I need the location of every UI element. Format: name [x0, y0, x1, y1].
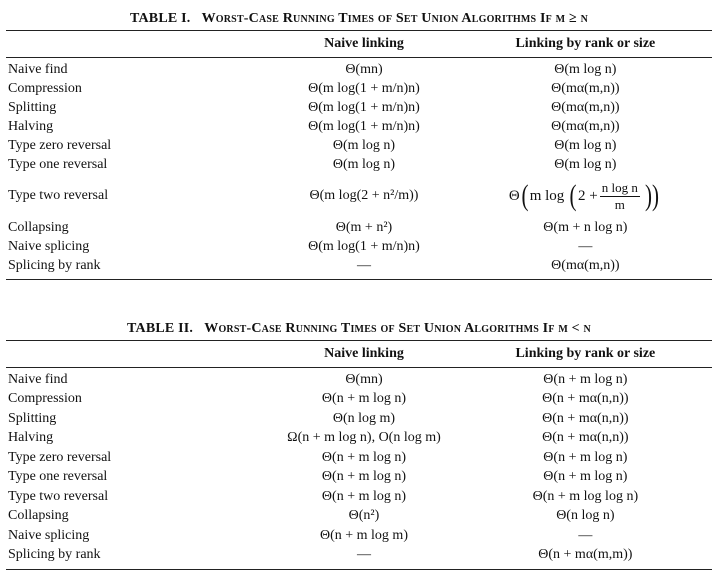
- cell-rank: Θ(n + m log log n): [532, 488, 639, 504]
- table-2-caption: [6, 318, 712, 340]
- row-label: Naive splicing: [8, 527, 90, 543]
- cell-rank: Θ(n + mα(n,n)): [542, 410, 629, 426]
- table-row: [6, 60, 712, 79]
- table-row: [6, 390, 712, 410]
- cell-naive: Θ(m log(1 + m/n)n): [308, 99, 420, 115]
- cell-rank: Θ(mα(m,n)): [551, 99, 620, 115]
- row-label: Naive splicing: [8, 238, 90, 254]
- cell-naive: Θ(n²): [348, 508, 380, 524]
- cell-rank: Θ(n + m log n): [543, 469, 628, 485]
- cell-naive: Θ(n + m log n): [321, 469, 407, 485]
- formula-inner: m log: [529, 187, 565, 204]
- cell-rank: Θ(m + n log n): [543, 219, 628, 235]
- table-row: [6, 507, 712, 527]
- table-row: [6, 526, 712, 546]
- cell-naive: Θ(n + m log n): [321, 391, 407, 407]
- table-1-title: Worst-Case Running Times of Set Union Algorithms If m ≥ n: [201, 11, 589, 26]
- table-row: [6, 546, 712, 566]
- table-2-header-row: [6, 341, 712, 367]
- table-row: [6, 487, 712, 507]
- table-row: [6, 429, 712, 449]
- row-label: Naive find: [8, 371, 68, 387]
- cell-rank: Θ(n + m log n): [543, 449, 628, 465]
- row-label: Type one reversal: [8, 469, 108, 485]
- table-row: [6, 98, 712, 117]
- table-1-bottom-rule: [6, 279, 712, 280]
- table-2: [6, 318, 712, 570]
- table-row: [6, 155, 712, 174]
- fraction-denominator: m: [614, 196, 625, 212]
- cell-rank: —: [578, 238, 593, 254]
- cell-naive: Θ(m log(1 + m/n)n): [308, 80, 420, 96]
- table-1: [6, 8, 712, 280]
- row-label: Naive find: [8, 61, 68, 77]
- table-1-header-row: [6, 31, 712, 57]
- cell-rank: Θ(m log n): [554, 156, 617, 172]
- row-label: Splicing by rank: [8, 257, 101, 273]
- table-row: [6, 448, 712, 468]
- table-row: [6, 79, 712, 98]
- table-row: [6, 237, 712, 256]
- row-label: Type two reversal: [8, 188, 109, 203]
- formula-fraction: [600, 180, 640, 213]
- cell-naive: Θ(m log n): [332, 137, 396, 153]
- cell-naive: Θ(m + n²): [335, 219, 393, 235]
- table-1-header-rule: [6, 57, 712, 58]
- cell-naive: Θ(mn): [345, 61, 383, 77]
- row-label: Type zero reversal: [8, 137, 112, 153]
- row-label: Compression: [8, 391, 82, 407]
- table-row: [6, 117, 712, 136]
- cell-rank: Θ(mα(m,n)): [551, 118, 620, 134]
- table-row: [6, 218, 712, 237]
- table-row: [6, 468, 712, 488]
- row-label: Halving: [8, 430, 54, 446]
- row-label: Splitting: [8, 99, 57, 115]
- cell-naive: Θ(n + m log m): [319, 527, 408, 543]
- row-label: Compression: [8, 80, 82, 96]
- cell-rank: Θ(n log n): [556, 508, 615, 524]
- cell-naive: —: [356, 547, 371, 563]
- cell-rank: Θ(n + m log n): [543, 371, 628, 387]
- table-2-number: TABLE II.: [127, 321, 194, 336]
- cell-rank: Θ(m log n): [554, 61, 617, 77]
- cell-naive: Θ(m log n): [332, 156, 396, 172]
- row-label: Splitting: [8, 410, 57, 426]
- cell-rank: [459, 180, 712, 213]
- row-label: Collapsing: [8, 508, 69, 524]
- cell-rank: Θ(m log n): [554, 137, 617, 153]
- cell-rank: Θ(n + mα(n,n)): [542, 430, 629, 446]
- formula-plus: 2 +: [578, 187, 598, 204]
- cell-naive: Θ(mn): [345, 371, 383, 387]
- table-row: [6, 409, 712, 429]
- table-2-header-rank: Linking by rank or size: [515, 346, 656, 361]
- fraction-numerator: n log n: [601, 179, 638, 195]
- cell-naive: —: [356, 257, 371, 273]
- row-label: Collapsing: [8, 219, 69, 235]
- row-label: Type two reversal: [8, 488, 109, 504]
- large-formula: Θ ( m log ( 2 + $\frac{\text{n log n}}{m}$ )): [508, 179, 659, 212]
- row-label: Type zero reversal: [8, 449, 112, 465]
- cell-naive: Θ(n + m log n): [321, 488, 407, 504]
- table-2-header-naive: Naive linking: [324, 346, 404, 361]
- row-label: Halving: [8, 118, 54, 134]
- formula-theta: Θ: [508, 187, 520, 204]
- cell-rank: —: [578, 527, 593, 543]
- table-1-header-naive: Naive linking: [324, 36, 404, 51]
- cell-naive: Θ(m log(2 + n²/m)): [309, 188, 419, 203]
- cell-rank: Θ(mα(m,n)): [551, 80, 620, 96]
- cell-rank: Θ(n + mα(n,n)): [542, 391, 629, 407]
- table-2-title: Worst-Case Running Times of Set Union Algorithms If m < n: [204, 321, 591, 336]
- cell-naive: Θ(m log(1 + m/n)n): [308, 238, 420, 254]
- row-label: Type one reversal: [8, 156, 108, 172]
- cell-naive: Θ(m log(1 + m/n)n): [308, 118, 420, 134]
- table-row: [6, 256, 712, 275]
- table-2-header-rule: [6, 367, 712, 368]
- cell-naive: Θ(n + m log n): [321, 449, 407, 465]
- row-label: Splicing by rank: [8, 547, 101, 563]
- table-row: [6, 136, 712, 155]
- cell-naive: Ω(n + m log n), O(n log m): [287, 430, 441, 446]
- table-1-header-rank: Linking by rank or size: [515, 36, 656, 51]
- table-1-number: TABLE I.: [129, 11, 191, 26]
- cell-rank: Θ(mα(m,n)): [551, 257, 620, 273]
- table-row: [6, 174, 712, 218]
- table-1-caption: [6, 8, 712, 30]
- table-row: [6, 370, 712, 390]
- table-2-bottom-rule: [6, 569, 712, 570]
- cell-rank: Θ(n + mα(m,m)): [538, 547, 633, 563]
- cell-naive: Θ(n log m): [332, 410, 396, 426]
